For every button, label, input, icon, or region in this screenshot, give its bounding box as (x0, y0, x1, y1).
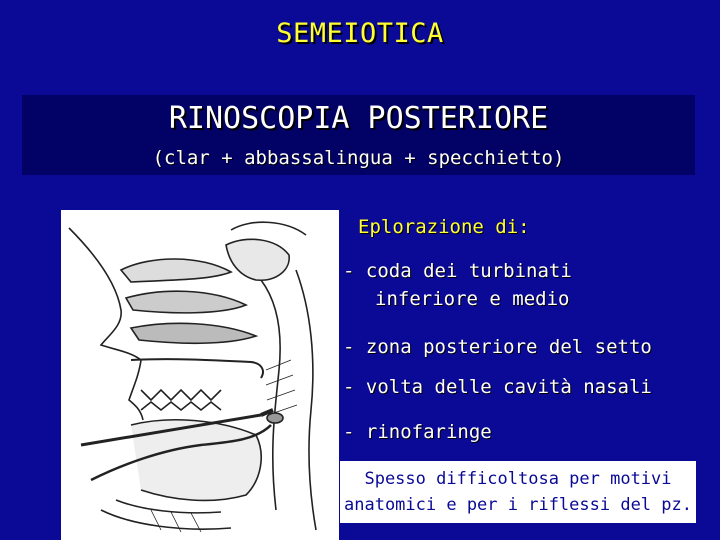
list-item (343, 257, 572, 313)
list-item (343, 373, 652, 401)
list-item-text: - volta delle cavità nasali (343, 376, 652, 398)
list-item (343, 418, 492, 446)
slide-heading: RINOSCOPIA POSTERIORE (168, 101, 549, 136)
heading-band (22, 95, 695, 175)
list-item-continuation: inferiore e medio (375, 288, 570, 310)
anatomical-illustration (61, 210, 339, 540)
nasal-cavity-drawing (61, 210, 339, 540)
list-item-text: - coda dei turbinati (343, 260, 572, 282)
note-box (340, 461, 696, 523)
list-item-text: - zona posteriore del setto (343, 336, 652, 358)
note-line: Spesso difficoltosa per motivi (364, 469, 672, 489)
list-item-text: - rinofaringe (343, 421, 492, 443)
list-item (343, 333, 652, 361)
note-line: anatomici e per i riflessi del pz. (344, 495, 692, 515)
exploration-title: Eplorazione di: (358, 216, 530, 238)
slide-subheading: (clar + abbassalingua + specchietto) (152, 147, 565, 169)
slide-title: SEMEIOTICA (276, 18, 444, 49)
